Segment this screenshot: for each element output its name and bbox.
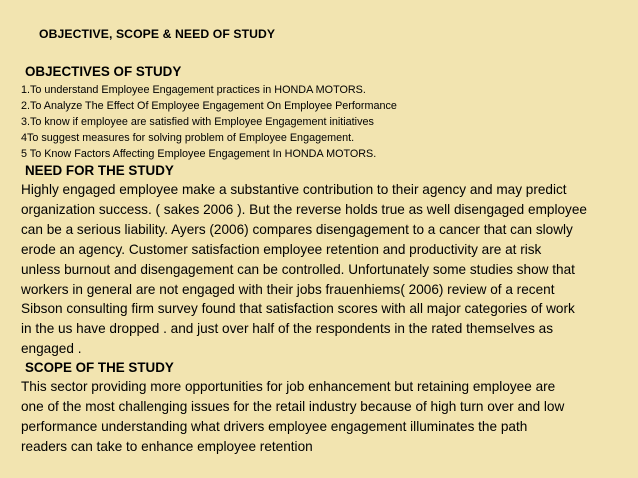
scope-heading: SCOPE OF THE STUDY bbox=[25, 360, 174, 376]
need-line: can be a serious liability. Ayers (2006) compares disengagement to a cancer that can slowly bbox=[21, 221, 573, 237]
need-line: in the us have dropped . and just over half of the respondents in the rated themselves as bbox=[21, 321, 554, 337]
objective-item-2: 2.To Analyze The Effect Of Employee Engagement On Employee Performance bbox=[21, 100, 397, 112]
scope-line: readers can take to enhance employee retention bbox=[21, 438, 313, 454]
need-line: engaged . bbox=[21, 341, 82, 357]
objective-item-1: 1.To understand Employee Engagement practices in HONDA MOTORS. bbox=[21, 84, 366, 96]
need-line: Sibson consulting firm survey found that satisfaction scores with all major categories of work bbox=[21, 301, 575, 317]
need-heading: NEED FOR THE STUDY bbox=[25, 163, 174, 178]
scope-line: performance understanding what drivers employee engagement illuminates the path bbox=[21, 418, 528, 434]
need-line: organization success. ( sakes 2006 ). But the reverse holds true as well disengaged employee bbox=[21, 201, 587, 217]
need-line: unless burnout and disengagement can be controlled. Unfortunately some studies show that bbox=[21, 261, 575, 277]
scope-line: one of the most challenging issues for the retail industry because of high turn over and low bbox=[21, 399, 565, 415]
need-line: erode an agency. Customer satisfaction employee retention and productivity are at risk bbox=[21, 241, 542, 257]
slide-content bbox=[21, 63, 629, 457]
objective-item-3: 3.To know if employee are satisfied with Employee Engagement initiatives bbox=[21, 116, 374, 128]
objectives-list bbox=[21, 82, 629, 162]
scope-line: This sector providing more opportunities for job enhancement but retaining employee are bbox=[21, 379, 556, 395]
need-paragraph bbox=[21, 180, 629, 359]
slide-title: OBJECTIVE, SCOPE & NEED OF STUDY bbox=[39, 27, 276, 41]
scope-paragraph bbox=[21, 377, 629, 457]
need-line: Highly engaged employee make a substantive contribution to their agency and may predict bbox=[21, 182, 567, 197]
objectives-heading: OBJECTIVES OF STUDY bbox=[25, 64, 182, 79]
objective-item-5: 5 To Know Factors Affecting Employee Engagement In HONDA MOTORS. bbox=[21, 148, 377, 160]
need-line: workers in general are not engaged with their jobs frauenhiems( 2006) review of a recent bbox=[21, 281, 555, 297]
objective-item-4: 4To suggest measures for solving problem of Employee Engagement. bbox=[21, 132, 355, 144]
